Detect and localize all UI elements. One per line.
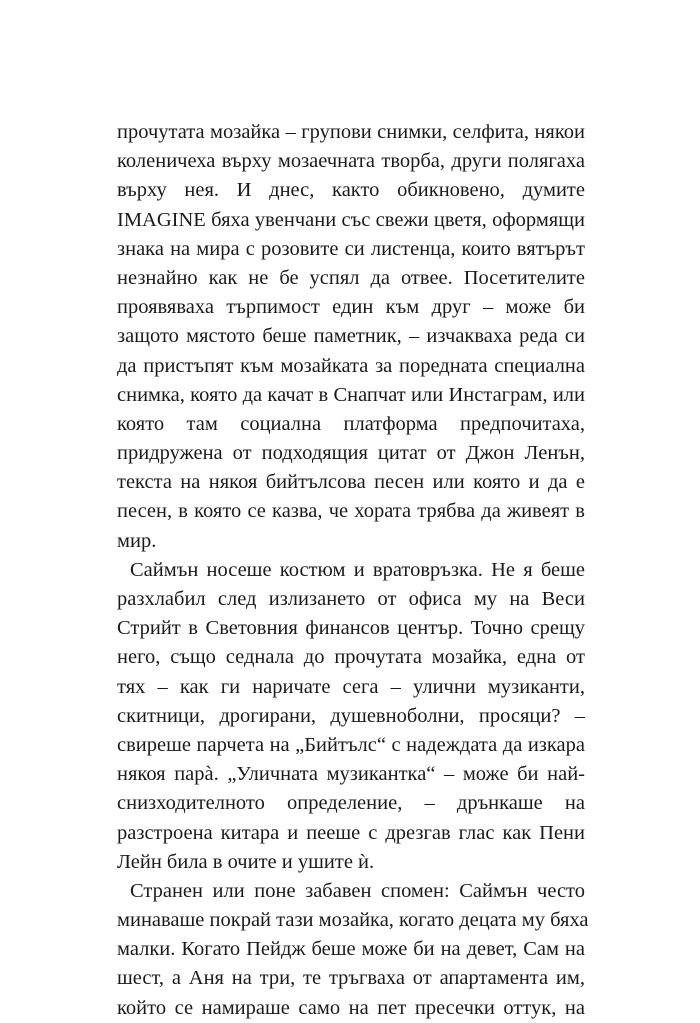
text-line: прочутата мозайка – групови снимки, селфита, някои bbox=[117, 121, 585, 143]
text-line: IMAGINE бяха увенчани със свежи цветя, оформящи bbox=[117, 208, 585, 231]
text-line: придружена от подходящия цитат от Джон Ленън, bbox=[117, 442, 585, 465]
page-text bbox=[117, 118, 589, 1023]
text-line: проявяваха търпимост един към друг – може би bbox=[117, 296, 585, 319]
text-line: Стрийт в Световния финансов център. Точно срещу bbox=[117, 617, 585, 640]
text-line: защото мястото беше паметник, – изчакваха реда си bbox=[117, 325, 585, 348]
text-line: него, също седнала до прочутата мозайка, една от bbox=[117, 646, 585, 669]
text-line: малки. Когато Пейдж беше може би на девет, Сам на bbox=[117, 938, 585, 961]
text-line: върху нея. И днес, както обикновено, думите bbox=[117, 179, 585, 202]
text-line: коленичеха върху мозаечната творба, други полягаха bbox=[117, 150, 585, 173]
text-line: Саймън носеше костюм и вратовръзка. Не я беше bbox=[130, 558, 585, 581]
text-line: скитници, дрогирани, душевноболни, просяци? – bbox=[117, 704, 585, 727]
text-line: знака на мира с розовите си листенца, които вятърът bbox=[117, 237, 585, 260]
paragraph-2 bbox=[117, 556, 585, 877]
paragraph-1 bbox=[117, 118, 585, 556]
text-line: която там социална платформа предпочитаха, bbox=[117, 412, 585, 435]
text-line: който се намираше само на пет пресечки оттук, на bbox=[117, 996, 585, 1019]
text-line: снимка, която да качат в Снапчат или Инстаграм, или bbox=[117, 383, 585, 406]
paragraph-3 bbox=[117, 877, 589, 1023]
text-line: Странен или поне забавен спомен: Саймън често bbox=[130, 879, 585, 902]
text-line: песен, в която се казва, че хората трябва да живеят в bbox=[117, 500, 585, 523]
text-line: незнайно как не бе успял да отвее. Посетителите bbox=[117, 266, 585, 289]
text-line: тях – как ги наричате сега – улични музиканти, bbox=[117, 675, 585, 698]
text-line: някоя парà. „Уличната музикантка“ – може би най- bbox=[117, 763, 585, 786]
text-line: Лейн била в очите и ушите ѝ. bbox=[117, 850, 375, 873]
text-line: текста на някоя бийтълсова песен или която и да е bbox=[117, 471, 585, 494]
text-line: да пристъпят към мозайката за поредната специална bbox=[117, 354, 585, 377]
text-line: разхлабил след излизането от офиса му на Веси bbox=[117, 588, 585, 610]
text-line: снизходителното определение, – дрънкаше на bbox=[117, 792, 585, 815]
text-line: разстроена китара и пееше с дрезгав глас как Пени bbox=[117, 821, 585, 844]
text-line: мир. bbox=[117, 529, 157, 552]
text-line: шест, а Аня на три, те тръгваха от апартамента им, bbox=[117, 967, 585, 990]
text-line: минаваше покрай тази мозайка, когато децата му бяха bbox=[117, 909, 589, 932]
text-line: свиреше парчета на „Бийтълс“ с надеждата да изкара bbox=[117, 733, 585, 756]
